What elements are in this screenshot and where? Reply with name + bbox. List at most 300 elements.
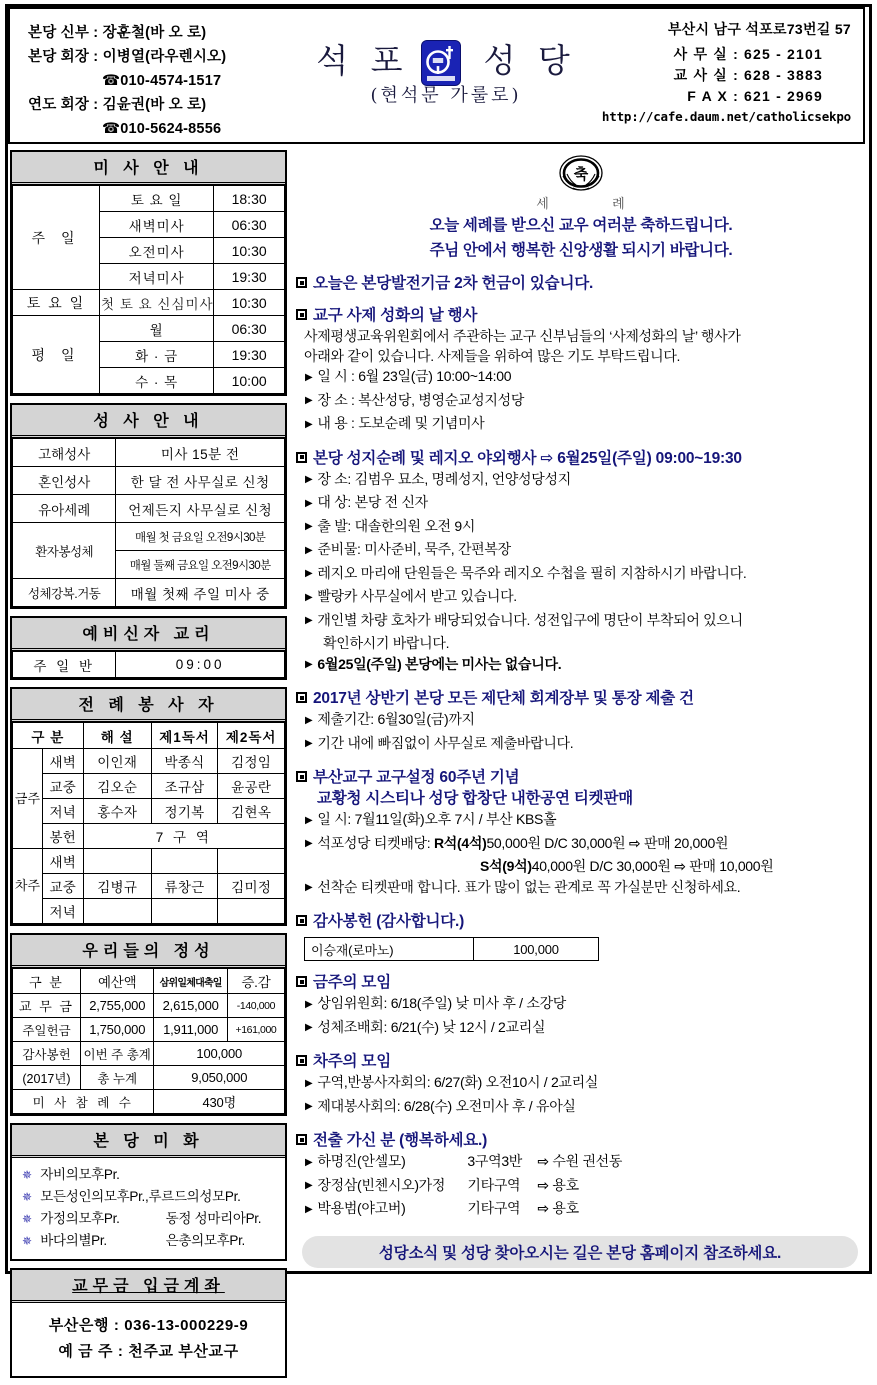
list-item <box>22 1164 285 1186</box>
announcement-heading-text: 부산교구 교구설정 60주년 기념 <box>313 769 520 786</box>
servers-cell <box>83 849 151 874</box>
list-item <box>296 390 866 414</box>
parish-address: 부산시 남구 석포로73번길 57 <box>667 21 851 37</box>
list-item <box>296 610 866 634</box>
triangle-bullet-icon: ▶ <box>305 591 313 603</box>
finance-label: 주일헌금 <box>13 1018 81 1042</box>
mass-time: 10:00 <box>214 368 285 394</box>
list-item <box>296 1175 866 1199</box>
announcement-paragraph: 사제평생교육위원회에서 주관하는 교구 신부님들의 ‘사제성화의 날’ 행사가 <box>304 328 741 344</box>
announcement-priest-day <box>296 305 866 437</box>
asterisk-icon: ✵ <box>22 1212 32 1226</box>
website-url[interactable]: http://cafe.daum.net/catholicsekpo <box>601 109 851 124</box>
servers-cell: 홍수자 <box>83 799 151 824</box>
triangle-bullet-icon: ▶ <box>305 714 313 726</box>
bank-account-line <box>12 1313 285 1339</box>
list-item-text: 빨랑카 사무실에서 받고 있습니다. <box>317 588 517 604</box>
finance-budget: 2,755,000 <box>81 994 154 1018</box>
pastor-name: 장훈철(바 오 로) <box>102 25 207 41</box>
sacrament-value: 매월 첫째 주일 미사 중 <box>116 579 285 607</box>
table-row <box>13 774 285 799</box>
list-item-text: 상임위원회: 6/18(주일) 낮 미사 후 / 소강당 <box>317 995 567 1011</box>
servers-cell: 김미정 <box>218 874 285 899</box>
sacrament-panel <box>10 403 287 609</box>
baptism-label <box>296 193 866 212</box>
servers-cell <box>151 899 218 924</box>
thanks-total-label: 총 누계 <box>81 1066 154 1090</box>
triangle-bullet-icon: ▶ <box>305 1156 313 1168</box>
bullet-square-icon <box>296 771 307 782</box>
table-row <box>13 824 285 849</box>
mass-name: 새벽미사 <box>100 212 214 238</box>
sacrament-label: 환자봉성체 <box>13 523 116 579</box>
fax-value: 621 - 2969 <box>744 88 823 104</box>
triangle-bullet-icon: ▶ <box>305 568 313 579</box>
attendance-label: 미 사 참 례 수 <box>13 1090 154 1114</box>
sacrament-value: 매월 첫 금요일 오전9시30분 <box>116 523 285 551</box>
church-title-block <box>306 9 586 142</box>
announcement-heading-text: 본당 성지순례 및 레지오 야외행사 <box>313 449 537 467</box>
list-item-text: 선착순 티켓판매 합니다. 표가 많이 없는 관계로 꼭 가실분만 신청하세요. <box>317 878 741 895</box>
triangle-bullet-icon: ▶ <box>305 615 313 626</box>
list-item-text: 6월25일(주일) 본당에는 미사는 없습니다. <box>317 655 562 672</box>
table-row <box>13 1066 285 1090</box>
holder-label: 예 금 주 : <box>58 1343 124 1360</box>
finance-title: 우리들의 정성 <box>12 935 285 968</box>
transfers-heading-text: 전출 가신 분 (행복하세요.) <box>313 1132 488 1149</box>
baptism-block <box>296 152 866 262</box>
announcement-heading-text: 교구 사제 성화의 날 행사 <box>313 307 478 324</box>
thanks-week-label: 이번 주 총계 <box>81 1042 154 1066</box>
header-staff-block <box>10 9 306 142</box>
table-row <box>13 749 285 774</box>
bank-account-number: 036-13-000229-9 <box>124 1317 249 1334</box>
servers-cell: 김오순 <box>83 774 151 799</box>
sacrament-label: 혼인성사 <box>13 467 116 495</box>
table-row <box>305 938 599 961</box>
transfer-district: 기타구역 <box>467 1200 521 1216</box>
office-phone-label: 사 무 실 : <box>673 46 739 62</box>
ticket-allocation-label: 석포성당 티켓배당: <box>317 834 431 851</box>
servers-time: 봉헌 <box>42 824 83 849</box>
list-item <box>296 469 866 493</box>
mass-schedule-panel <box>10 150 287 396</box>
church-subtitle: (현석문 가룰로) <box>370 85 522 106</box>
yeondo-phone: ☎010-5624-8556 <box>102 121 222 137</box>
list-item-continuation: 확인하시기 바랍니다. <box>323 635 450 651</box>
list-item <box>22 1230 285 1252</box>
beautification-group-2: 동정 성마리아Pr. <box>165 1211 262 1226</box>
church-title-right: 성 당 <box>483 41 576 80</box>
mass-time: 10:30 <box>214 238 285 264</box>
this-week-meetings-heading <box>296 972 866 993</box>
sacrament-value: 언제든지 사무실로 신청 <box>116 495 285 523</box>
table-header-row <box>13 969 285 994</box>
announcement-accounting <box>296 688 866 756</box>
list-item-text: 성체조배회: 6/21(수) 낮 12시 / 2교리실 <box>317 1018 546 1035</box>
table-row <box>13 523 285 551</box>
thanks-offering-table <box>304 937 599 961</box>
sacrament-value: 한 달 전 사무실로 신청 <box>116 467 285 495</box>
servers-cell: 박종식 <box>151 749 218 774</box>
mass-name: 토 요 일 <box>100 186 214 212</box>
finance-col-actual: 삼위일체대축일 <box>154 969 227 994</box>
triangle-bullet-icon: ▶ <box>305 1077 313 1089</box>
list-item <box>296 516 866 540</box>
bullet-square-icon <box>296 976 307 987</box>
announcement-heading <box>296 767 866 788</box>
finance-col-budget: 예산액 <box>81 969 154 994</box>
servers-time: 교중 <box>42 774 83 799</box>
list-item <box>296 993 866 1017</box>
table-row <box>13 579 285 607</box>
mass-name: 첫 토 요 신심미사 <box>100 290 214 316</box>
finance-col-division: 구 분 <box>13 969 81 994</box>
table-row <box>13 652 285 678</box>
account-body <box>12 1303 285 1376</box>
mass-name: 월 <box>100 316 214 342</box>
triangle-bullet-icon: ▶ <box>305 998 313 1010</box>
sacrament-title: 성 사 안 내 <box>12 405 285 438</box>
servers-cell <box>218 849 285 874</box>
list-item-text: 출 발: 대솔한의원 오전 9시 <box>317 517 476 534</box>
table-row <box>13 316 285 342</box>
list-item <box>296 1198 866 1222</box>
bank-label: 부산은행 : <box>48 1317 120 1334</box>
servers-group-next-week: 차주 <box>13 849 43 924</box>
left-column <box>10 150 287 1385</box>
servers-time: 새벽 <box>42 849 83 874</box>
triangle-bullet-icon: ▶ <box>305 882 313 893</box>
holder-name: 천주교 부산교구 <box>128 1343 239 1360</box>
arrow-icon: ⇨ <box>674 858 686 874</box>
list-item-text: 개인별 차량 호차가 배당되었습니다. 성전입구에 명단이 부착되어 있으니 <box>317 611 743 628</box>
account-panel <box>10 1268 287 1378</box>
ticket-allocation-row <box>296 833 866 857</box>
transfer-district: 3구역3반 <box>467 1153 523 1169</box>
servers-title: 전 례 봉 사 자 <box>12 689 285 722</box>
catechumen-value: 09:00 <box>116 652 285 678</box>
list-item-text: 제출기간: 6월30일(금)까지 <box>317 711 475 727</box>
ticket-discount: D/C 30,000원 <box>589 858 671 874</box>
list-item <box>296 809 866 833</box>
finance-actual: 2,615,000 <box>154 994 227 1018</box>
sacrament-table <box>12 438 285 607</box>
thanks-offering-label: 감사봉헌 <box>13 1042 81 1066</box>
beautification-group: 자비의모후Pr. <box>40 1167 120 1182</box>
table-row <box>13 1018 285 1042</box>
office-phone-value: 625 - 2101 <box>744 46 823 62</box>
mass-schedule-title: 미 사 안 내 <box>12 152 285 185</box>
announcement-heading-text: 오늘은 본당발전기금 2차 헌금이 있습니다. <box>313 275 594 292</box>
table-row <box>13 799 285 824</box>
triangle-bullet-icon: ▶ <box>305 395 313 406</box>
list-item <box>296 366 866 390</box>
ticket-seat-class: R석(4석) <box>433 834 487 851</box>
list-item-text: 장 소: 김범우 묘소, 명례성지, 언양성당성지 <box>317 470 571 487</box>
beautification-group-2: 은총의모후Pr. <box>165 1233 245 1248</box>
sacrament-label: 유아세례 <box>13 495 116 523</box>
servers-col-reading2: 제2독서 <box>218 723 285 749</box>
list-item-text: 장 소 : 복산성당, 병영순교성지성당 <box>317 391 525 408</box>
header-contact-block <box>586 9 863 142</box>
list-item <box>22 1208 285 1230</box>
beautification-title: 본 당 미 화 <box>12 1125 285 1158</box>
list-item-text: 제대봉사회의: 6/28(수) 오전미사 후 / 유아실 <box>317 1097 576 1114</box>
ticket-allocation-row <box>296 856 866 877</box>
transfer-destination: 용호 <box>552 1176 579 1193</box>
next-week-meetings-heading <box>296 1051 866 1072</box>
baptism-label-right: 례 <box>612 197 626 212</box>
bullet-square-icon <box>296 915 307 926</box>
parish-logo-icon <box>422 41 460 85</box>
bullet-square-icon <box>296 309 307 320</box>
list-item <box>296 877 866 901</box>
list-item-text: 기간 내에 빠짐없이 사무실로 제출바랍니다. <box>317 734 574 751</box>
list-item-text: 내 용 : 도보순례 및 기념미사 <box>317 415 485 431</box>
mass-name: 오전미사 <box>100 238 214 264</box>
thanks-total-value: 9,050,000 <box>154 1066 285 1090</box>
baptism-label-left: 세 <box>536 197 550 212</box>
list-item <box>296 1151 866 1175</box>
teacher-phone-label: 교 사 실 : <box>673 67 739 83</box>
bulletin-header <box>8 7 865 144</box>
servers-col-division: 구 분 <box>13 723 84 749</box>
mass-time: 06:30 <box>214 212 285 238</box>
beautification-group: 모든성인의모후Pr.,루르드의성모Pr. <box>40 1189 241 1204</box>
list-item <box>296 1096 866 1120</box>
table-header-row <box>13 723 285 749</box>
attendance-value: 430명 <box>154 1090 285 1114</box>
servers-cell <box>218 899 285 924</box>
servers-cell: 류창근 <box>151 874 218 899</box>
table-row <box>13 467 285 495</box>
right-column <box>296 152 866 1268</box>
table-row <box>13 186 285 212</box>
thanks-year-label: (2017년) <box>13 1066 81 1090</box>
this-week-meetings-heading-text: 금주의 모임 <box>313 974 391 991</box>
servers-cell: 정기복 <box>151 799 218 824</box>
servers-group-this-week: 금주 <box>13 749 43 849</box>
mass-time: 19:30 <box>214 342 285 368</box>
triangle-bullet-icon: ▶ <box>305 1101 313 1112</box>
list-item <box>296 586 866 610</box>
list-item <box>296 492 866 516</box>
bullet-square-icon <box>296 692 307 703</box>
list-item <box>296 733 866 757</box>
triangle-bullet-icon: ▶ <box>305 1203 313 1215</box>
bullet-square-icon <box>296 452 307 463</box>
servers-cell <box>83 899 151 924</box>
congratulation-seal-icon <box>551 154 611 194</box>
table-row <box>13 439 285 467</box>
triangle-bullet-icon: ▶ <box>305 521 313 532</box>
office-phone <box>586 44 851 65</box>
finance-diff: +161,000 <box>227 1018 284 1042</box>
ticket-price: 40,000원 <box>531 858 586 874</box>
baptism-message-line2: 주님 안에서 행복한 신앙생활 되시기 바랍니다. <box>429 242 733 259</box>
beautification-list <box>12 1158 285 1259</box>
donor-name: 이승재(로마노) <box>305 938 474 961</box>
sacrament-label: 고해성사 <box>13 439 116 467</box>
donor-amount: 100,000 <box>474 938 599 961</box>
teacher-phone <box>586 65 851 86</box>
list-item <box>296 413 866 437</box>
list-item <box>296 1072 866 1096</box>
bullet-square-icon <box>296 277 307 288</box>
servers-time: 교중 <box>42 874 83 899</box>
mass-schedule-table <box>12 185 285 394</box>
servers-cell <box>151 849 218 874</box>
servers-cell: 조규삼 <box>151 774 218 799</box>
servers-cell: 이인재 <box>83 749 151 774</box>
president-line <box>28 45 306 69</box>
list-item-text: 레지오 마리애 단원들은 묵주와 레지오 수첩을 필히 지참하시기 바랍니다. <box>317 564 747 581</box>
ticket-price: 50,000원 <box>486 834 541 851</box>
transfers-section <box>296 1130 866 1222</box>
mass-group-sunday: 주 일 <box>13 186 100 290</box>
arrow-icon: ⇨ <box>537 1176 549 1193</box>
announcement-heading <box>296 688 866 709</box>
announcement-pilgrimage <box>296 448 866 678</box>
announcement-paragraph: 아래와 같이 있습니다. 사제들을 위하여 많은 기도 부탁드립니다. <box>304 348 681 364</box>
ticket-seat-class: S석(9석) <box>480 858 532 874</box>
transfer-person-name: 박용범(야고버) <box>317 1200 406 1216</box>
table-row <box>13 874 285 899</box>
footer-notice: 성당소식 및 성당 찾아오시는 길은 본당 홈페이지 참조하세요. <box>302 1236 858 1268</box>
pastor-label: 본당 신부 : <box>28 25 99 41</box>
announcement-second-collection <box>296 273 866 294</box>
sacrament-value: 미사 15분 전 <box>116 439 285 467</box>
mass-time: 06:30 <box>214 316 285 342</box>
baptism-message-line1: 오늘 세례를 받으신 교우 여러분 축하드립니다. <box>429 217 733 234</box>
catechumen-label: 주 일 반 <box>13 652 116 678</box>
transfer-destination: 용호 <box>552 1200 579 1216</box>
servers-panel <box>10 687 287 926</box>
thanks-offering-heading <box>296 911 866 932</box>
pastor-line <box>28 21 306 45</box>
mass-time: 19:30 <box>214 264 285 290</box>
church-title-left: 석 포 <box>316 41 409 80</box>
teacher-phone-value: 628 - 3883 <box>744 67 823 83</box>
mass-time: 10:30 <box>214 290 285 316</box>
mass-group-saturday: 토 요 일 <box>13 290 100 316</box>
announcement-heading-line2: 교황청 시스티나 성당 합창단 내한공연 티켓판매 <box>317 790 633 807</box>
sacrament-label: 성체강복.거동 <box>13 579 116 607</box>
announcement-heading <box>296 273 866 294</box>
bullet-square-icon <box>296 1055 307 1066</box>
list-item <box>296 539 866 563</box>
transfers-heading <box>296 1130 866 1151</box>
account-holder-line <box>12 1339 285 1365</box>
servers-table <box>12 722 285 924</box>
yeondo-name: 김윤권(바 오 로) <box>102 97 207 113</box>
president-name: 이병열(라우렌시오) <box>102 49 227 65</box>
arrow-icon: ⇨ <box>540 449 554 467</box>
catechumen-panel <box>10 616 287 680</box>
mass-name: 수 · 목 <box>100 368 214 394</box>
finance-budget: 1,750,000 <box>81 1018 154 1042</box>
triangle-bullet-icon: ▶ <box>305 659 313 670</box>
mass-name: 화 · 금 <box>100 342 214 368</box>
servers-col-commentator: 해 설 <box>83 723 151 749</box>
list-item-text: 대 상: 본당 전 신자 <box>317 494 428 510</box>
ticket-sale-price: 판매 10,000원 <box>689 858 774 874</box>
triangle-bullet-icon: ▶ <box>305 497 313 509</box>
list-item <box>296 1017 866 1041</box>
beautification-group: 가정의모후Pr. <box>40 1211 120 1226</box>
thanks-offering-section <box>296 911 866 961</box>
table-row <box>13 849 285 874</box>
arrow-icon: ⇨ <box>537 1200 549 1216</box>
triangle-bullet-icon: ▶ <box>305 1180 313 1191</box>
finance-table <box>12 968 285 1114</box>
triangle-bullet-icon: ▶ <box>305 544 313 556</box>
table-row <box>13 1042 285 1066</box>
servers-col-reading1: 제1독서 <box>151 723 218 749</box>
servers-cell: 김정임 <box>218 749 285 774</box>
yeondo-label: 연도 회장 : <box>28 97 99 113</box>
triangle-bullet-icon: ▶ <box>305 474 313 485</box>
triangle-bullet-icon: ▶ <box>305 1022 313 1033</box>
account-title: 교무금 입금계좌 <box>12 1270 285 1303</box>
servers-cell: 김현옥 <box>218 799 285 824</box>
bullet-square-icon <box>296 1134 307 1145</box>
next-week-meetings-heading-text: 차주의 모임 <box>313 1053 391 1070</box>
yeondo-line <box>28 93 306 117</box>
president-phone: ☎010-4574-1517 <box>102 73 222 89</box>
catechumen-title: 예비신자 교리 <box>12 618 285 651</box>
asterisk-icon: ✵ <box>22 1190 32 1204</box>
svg-text:축: 축 <box>573 165 589 183</box>
finance-actual: 1,911,000 <box>154 1018 227 1042</box>
finance-col-diff: 증.감 <box>227 969 284 994</box>
table-row <box>13 994 285 1018</box>
thanks-offering-heading-text: 감사봉헌 (감사합니다.) <box>313 913 465 930</box>
transfer-person-name: 장정삼(빈첸시오)가정 <box>317 1176 446 1193</box>
announcement-heading-text: 2017년 상반기 본당 모든 제단체 회계장부 및 통장 제출 건 <box>313 690 694 707</box>
list-item <box>22 1186 285 1208</box>
transfer-person-name: 하명진(안셀모) <box>317 1153 406 1169</box>
beautification-panel <box>10 1123 287 1261</box>
sacrament-value: 매월 둘째 금요일 오전9시30분 <box>116 551 285 579</box>
table-row <box>13 1090 285 1114</box>
asterisk-icon: ✵ <box>22 1234 32 1248</box>
ticket-sale-price: 판매 20,000원 <box>643 834 729 851</box>
list-item-text: 구역,반봉사자회의: 6/27(화) 오전10시 / 2교리실 <box>317 1074 599 1090</box>
list-item-text: 준비물: 미사준비, 묵주, 간편복장 <box>317 541 511 557</box>
mass-time: 18:30 <box>214 186 285 212</box>
triangle-bullet-icon: ▶ <box>305 738 313 749</box>
table-row <box>13 290 285 316</box>
mass-name: 저녁미사 <box>100 264 214 290</box>
finance-panel <box>10 933 287 1116</box>
arrow-icon: ⇨ <box>537 1153 549 1169</box>
beautification-group: 바다의별Pr. <box>40 1233 107 1248</box>
triangle-bullet-icon: ▶ <box>305 371 313 383</box>
list-item <box>296 563 866 587</box>
table-row <box>13 899 285 924</box>
list-item-text: 일 시: 7월11일(화)오후 7시 / 부산 KBS홀 <box>317 811 557 827</box>
catechumen-table <box>12 651 285 678</box>
servers-time: 새벽 <box>42 749 83 774</box>
this-week-meetings-section <box>296 972 866 1040</box>
arrow-icon: ⇨ <box>628 834 641 851</box>
transfer-district: 기타구역 <box>467 1176 521 1193</box>
list-item <box>296 709 866 733</box>
announcement-heading-extra: 6월25일(주일) 09:00~19:30 <box>557 449 742 467</box>
servers-cell: 김병규 <box>83 874 151 899</box>
